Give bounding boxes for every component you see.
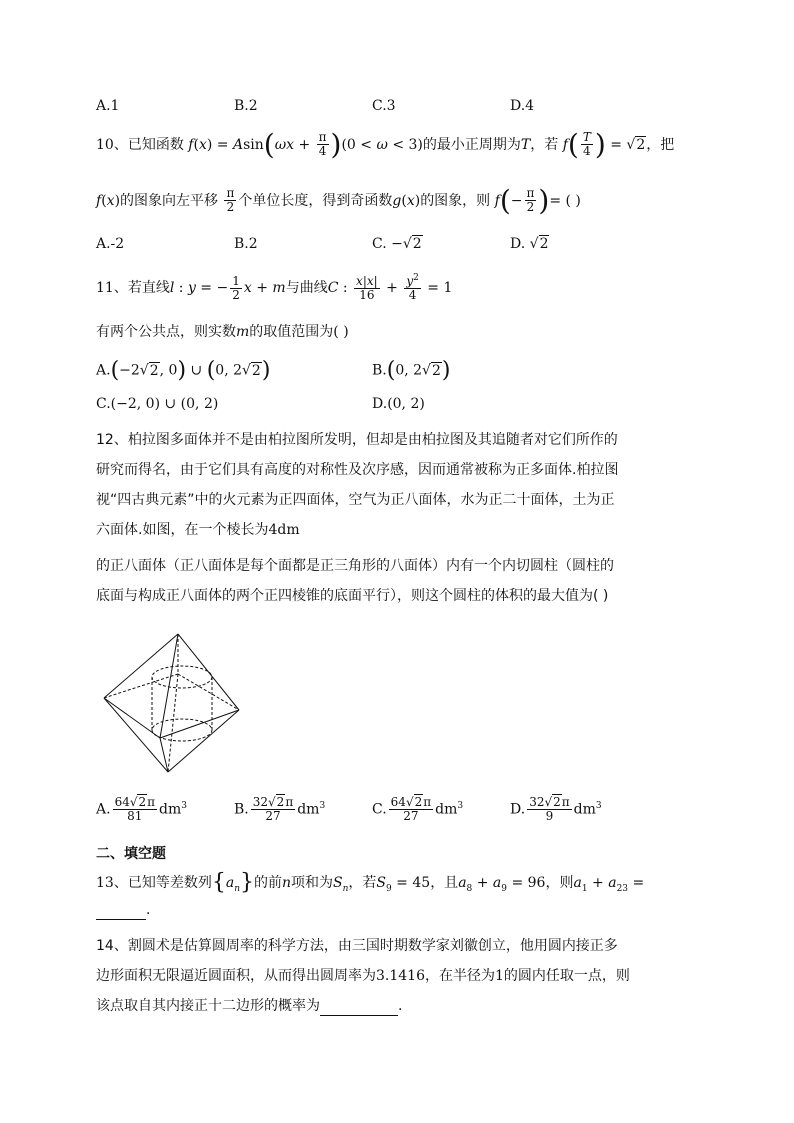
q11-option-d[interactable]: D.(0, 2): [372, 396, 425, 412]
q10-option-a[interactable]: A.-2: [96, 236, 125, 252]
q14-line-2: 边形面积无限逼近圆面积，从而得出圆周率为3.1416，在半径为1的圆内任取一点，则: [96, 968, 630, 984]
q12-option-b[interactable]: B. $\frac{32√2\pi}{27}$ $dm^3$: [234, 795, 326, 824]
q9-option-b[interactable]: B.2: [234, 98, 258, 114]
q12-line-3: 视“四古典元素”中的火元素为正四面体，空气为正八面体，水为正二十面体，土为正: [96, 492, 615, 508]
q10-number: 10、: [96, 136, 128, 153]
q13-line-1: 13、已知等差数列$\{a_n\}$的前n项和为$S_n$，若$S_9 = 45$，且$a_8 + a_9 = 96$，则$a_1 + a_{23}$ =: [96, 870, 645, 895]
q9-option-c[interactable]: C.3: [372, 98, 396, 114]
q11-option-c[interactable]: C.(−2, 0) ∪ (0, 2): [96, 396, 219, 412]
q12-line-6: 底面与构成正八面体的两个正四棱锥的底面平行），则这个圆柱的体积的最大值为( ): [96, 588, 609, 604]
q11-line-2: 有两个公共点，则实数m的取值范围为( ): [96, 324, 349, 340]
q14-answer-blank[interactable]: [320, 998, 398, 1016]
q12-line-4: 六面体.如图，在一个棱长为4dm: [96, 522, 300, 538]
q12-option-c[interactable]: C. $\frac{64√2\pi}{27}$ $dm^3$: [372, 795, 464, 824]
q14-line-1: 14、割圆术是估算圆周率的科学方法，由三国时期数学家刘徽创立，他用圆内接正多: [96, 938, 618, 954]
q12-line-2: 研究而得名，由于它们具有高度的对称性及次序感，因而通常被称为正多面体.柏拉图: [96, 462, 619, 478]
q11-number: 11、: [96, 280, 128, 297]
q13-line-2: .: [96, 902, 150, 920]
q9-option-d[interactable]: D.4: [510, 98, 535, 114]
q11-option-b[interactable]: B.(0, 2√2): [372, 358, 451, 383]
q9-option-a[interactable]: A.1: [96, 98, 120, 114]
q12-line-5: 的正八面体（正八面体是每个面都是正三角形的八面体）内有一个内切圆柱（圆柱的: [96, 558, 614, 574]
q12-option-d[interactable]: D. $\frac{32√2\pi}{9}$ $dm^3$: [510, 795, 602, 824]
q11-option-a[interactable]: A.(−2√2, 0) ∪ (0, 2√2): [96, 358, 271, 383]
q10-line-1: 10、已知函数 f(x) = Asin(ωx + $\frac{\pi}{4}$ )(0 < ω < 3)的最小正周期为T，若 f( $\frac{T}{4}$ ) = √2，把: [96, 128, 675, 161]
octahedron-cylinder-figure: [96, 630, 246, 776]
q10-line-2: f(x)的图象向左平移 $\frac{\pi}{2}$ 个单位长度，得到奇函数g(x)的图象，则 f(− $\frac{\pi}{2}$ )= ( ): [96, 184, 581, 217]
q11-line-1: 11、若直线l : y = − $\frac{1}{2}$ x + m与曲线C : $\frac{x|x|}{16}$ + $\frac{y^2}{4}$ = 1: [96, 273, 453, 303]
q10-option-c[interactable]: C. −√2: [372, 236, 422, 252]
section-title: 二、填空题: [96, 846, 166, 862]
q12-option-a[interactable]: A. $\frac{64√2\pi}{81}$ $dm^3$: [96, 795, 187, 824]
q13-answer-blank[interactable]: [96, 902, 146, 920]
q14-line-3: 该点取自其内接正十二边形的概率为 .: [96, 998, 403, 1014]
q12-line-1: 12、柏拉图多面体并不是由柏拉图所发明，但却是由柏拉图及其追随者对它们所作的: [96, 432, 618, 448]
q10-option-b[interactable]: B.2: [234, 236, 258, 252]
q10-option-d[interactable]: D. √2: [510, 236, 549, 252]
